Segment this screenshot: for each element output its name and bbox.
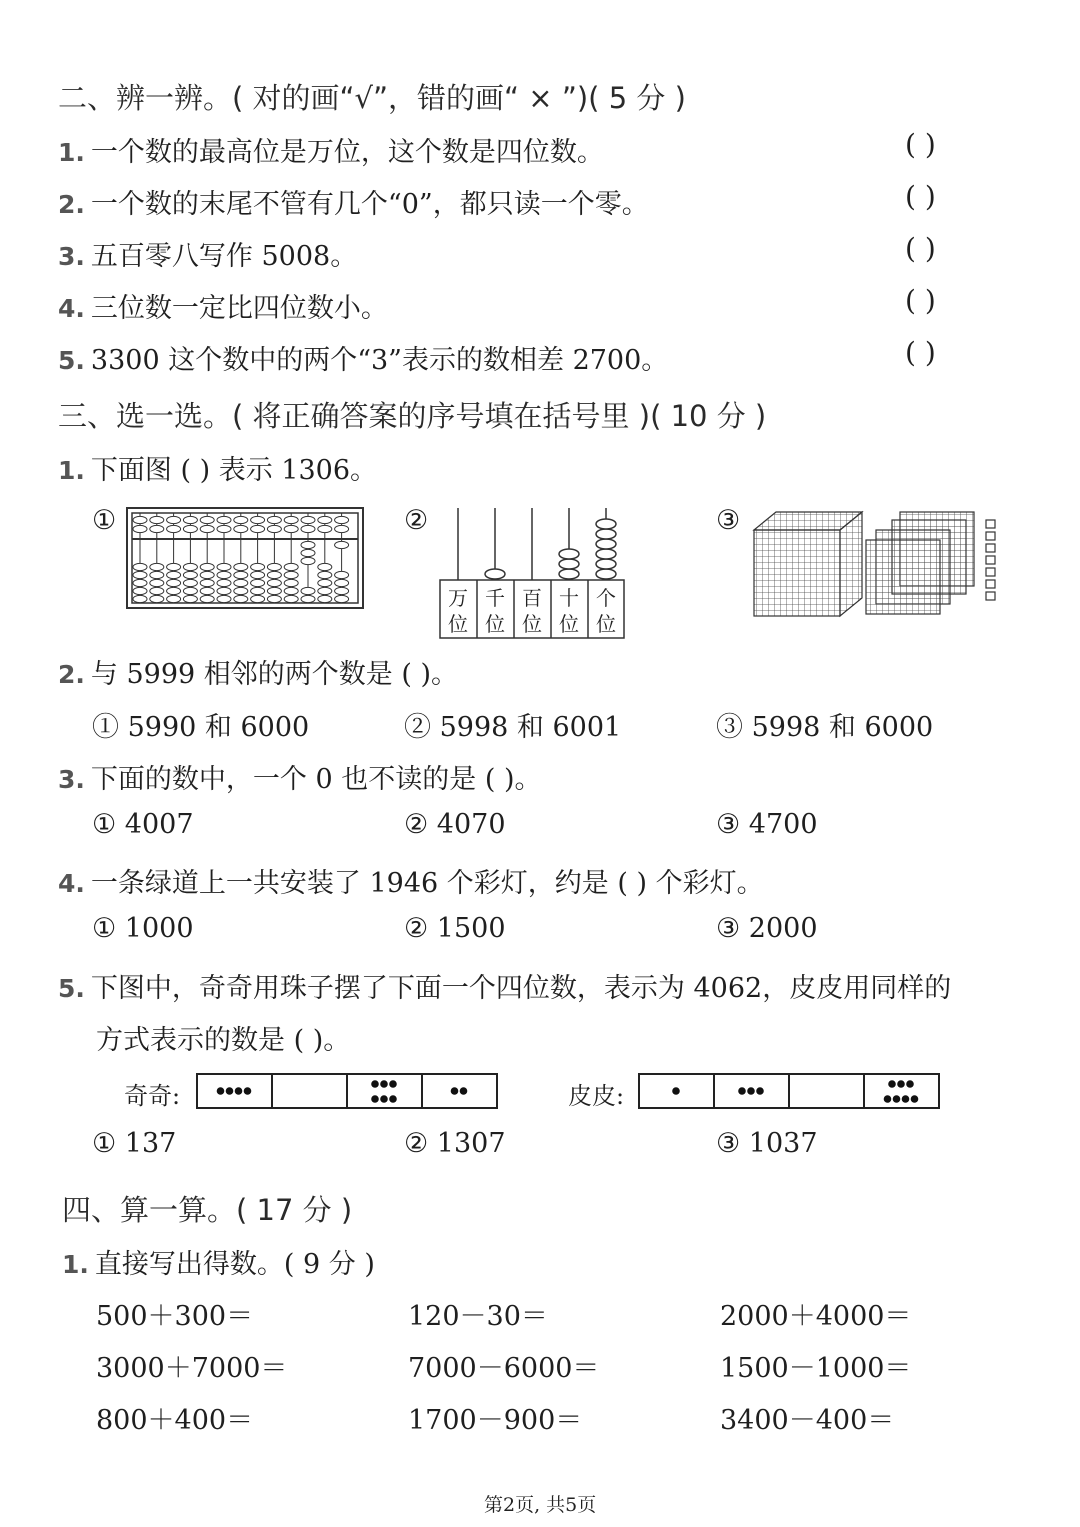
abacus-bead xyxy=(167,579,181,586)
bead-dot xyxy=(380,1080,388,1088)
abacus-bead xyxy=(217,525,231,532)
bead-dot xyxy=(911,1095,919,1103)
abacus-bead xyxy=(200,563,214,570)
abacus-bead xyxy=(234,571,248,578)
option-1: ① 137 xyxy=(92,1128,177,1159)
bead-dot xyxy=(380,1095,388,1103)
abacus-bead xyxy=(150,563,164,570)
counting-frame-figure xyxy=(438,506,628,642)
bead-dot xyxy=(738,1087,746,1095)
judge-item-2 xyxy=(58,182,649,221)
abacus-bead xyxy=(335,579,349,586)
question-number: 5. xyxy=(58,974,85,1003)
question-number: 4. xyxy=(58,294,85,323)
equation: 3400－400＝ xyxy=(720,1405,895,1436)
abacus-bead xyxy=(217,563,231,570)
question-text: 下面图 ( ) 表示 1306。 xyxy=(90,455,378,486)
abacus-bead xyxy=(200,516,214,523)
option-1: ① 1000 xyxy=(92,913,194,944)
question-text: 下面的数中，一个 0 也不读的是 ( )。 xyxy=(90,764,542,795)
abacus-bead xyxy=(167,525,181,532)
place-label-qian: 千 xyxy=(485,586,505,610)
abacus-bead xyxy=(301,595,315,602)
abacus-bead xyxy=(251,525,265,532)
bead-dot xyxy=(371,1080,379,1088)
place-label-ge: 个 xyxy=(596,586,616,610)
equation: 500＋300＝ xyxy=(96,1301,254,1332)
place-label-bai: 百 xyxy=(522,586,542,610)
abacus-bead xyxy=(200,587,214,594)
abacus-bead xyxy=(234,579,248,586)
abacus-figure xyxy=(126,507,366,611)
figure-mark-3: ③ xyxy=(716,505,741,536)
abacus-bead xyxy=(183,579,197,586)
abacus-bead xyxy=(133,563,147,570)
abacus-bead xyxy=(133,571,147,578)
abacus-bead xyxy=(318,595,332,602)
option-2: ② 4070 xyxy=(404,809,506,840)
abacus-bead xyxy=(284,587,298,594)
bead-dot xyxy=(217,1087,225,1095)
question-text: 直接写出得数。( 9 分 ) xyxy=(94,1249,375,1280)
abacus-bead xyxy=(284,525,298,532)
abacus-bead xyxy=(267,525,281,532)
bead xyxy=(596,559,616,569)
abacus-bead xyxy=(267,563,281,570)
figure-mark-2: ② xyxy=(404,505,429,536)
bead-dot xyxy=(451,1087,459,1095)
abacus-bead xyxy=(234,595,248,602)
bead-dot xyxy=(235,1087,243,1095)
bead-dot xyxy=(756,1087,764,1095)
question-number: 1. xyxy=(58,138,85,167)
abacus-bead xyxy=(167,516,181,523)
abacus-bead xyxy=(301,587,315,594)
abacus-bead xyxy=(335,516,349,523)
bead xyxy=(596,569,616,579)
bead-dot xyxy=(460,1087,468,1095)
abacus-bead xyxy=(267,579,281,586)
option-3: ③ 1037 xyxy=(716,1128,818,1159)
question-text: 一个数的最高位是万位，这个数是四位数。 xyxy=(90,137,604,168)
judge-item-5 xyxy=(58,338,668,377)
bead-dot xyxy=(226,1087,234,1095)
question-text: 下图中，奇奇用珠子摆了下面一个四位数，表示为 4062，皮皮用同样的 xyxy=(90,973,952,1004)
bead xyxy=(559,559,579,569)
abacus-bead xyxy=(217,595,231,602)
question-text: 一条绿道上一共安装了 1946 个彩灯，约是 ( ) 个彩灯。 xyxy=(90,868,764,899)
bead-dot xyxy=(897,1080,905,1088)
equation: 120－30＝ xyxy=(408,1301,548,1332)
figure-mark-1: ① xyxy=(92,505,117,536)
bead-dot xyxy=(888,1080,896,1088)
section2-heading: 二、辨一辨。( 对的画“√”，错的画“ × ”)( 5 分 ) xyxy=(58,81,686,115)
question-text: 一个数的末尾不管有几个“0”，都只读一个零。 xyxy=(90,189,649,220)
question-number: 1. xyxy=(58,456,85,485)
option-1: ① 4007 xyxy=(92,809,194,840)
abacus-bead xyxy=(183,595,197,602)
abacus-bead xyxy=(318,571,332,578)
unit-cube xyxy=(986,556,995,564)
abacus-bead xyxy=(133,579,147,586)
bead-dot xyxy=(902,1095,910,1103)
bead xyxy=(596,519,616,529)
equation: 1500－1000＝ xyxy=(720,1353,912,1384)
abacus-bead xyxy=(267,587,281,594)
abacus-bead xyxy=(234,587,248,594)
abacus-bead xyxy=(251,587,265,594)
place-label-wei: 位 xyxy=(485,612,505,636)
abacus-bead xyxy=(251,563,265,570)
option-3: ③ 2000 xyxy=(716,913,818,944)
base-ten-blocks-figure xyxy=(750,508,1000,618)
option-3: ③ 5998 和 6000 xyxy=(716,712,934,743)
thousand-cube xyxy=(754,512,862,616)
judge-item-3 xyxy=(58,234,357,273)
qiqi-label: 奇奇: xyxy=(124,1082,181,1110)
abacus-bead xyxy=(217,587,231,594)
question-number: 3. xyxy=(58,765,85,794)
place-label-shi: 十 xyxy=(559,586,579,610)
bead xyxy=(559,549,579,559)
section4-heading: 四、算一算。( 17 分 ) xyxy=(62,1193,353,1227)
place-label-wei: 位 xyxy=(596,612,616,636)
equation: 800＋400＝ xyxy=(96,1405,254,1436)
abacus-bead xyxy=(284,595,298,602)
abacus-bead xyxy=(183,563,197,570)
bead xyxy=(559,569,579,579)
unit-cube xyxy=(986,580,995,588)
abacus-bead xyxy=(251,579,265,586)
abacus-bead xyxy=(217,579,231,586)
abacus-bead xyxy=(167,563,181,570)
equation: 1700－900＝ xyxy=(408,1405,583,1436)
equation: 3000＋7000＝ xyxy=(96,1353,288,1384)
abacus-bead xyxy=(234,525,248,532)
abacus-bead xyxy=(150,579,164,586)
abacus-bead xyxy=(183,525,197,532)
bead-dot xyxy=(389,1095,397,1103)
question-number: 2. xyxy=(58,190,85,219)
place-label-wei: 位 xyxy=(522,612,542,636)
abacus-bead xyxy=(318,587,332,594)
choice-q1 xyxy=(58,448,377,487)
qiqi-bead-row xyxy=(196,1073,500,1111)
option-2: ② 5998 和 6001 xyxy=(404,712,622,743)
abacus-bead xyxy=(150,587,164,594)
option-1: ① 5990 和 6000 xyxy=(92,712,310,743)
abacus-bead xyxy=(301,516,315,523)
option-3: ③ 4700 xyxy=(716,809,818,840)
bead xyxy=(485,569,505,579)
option-2: ② 1500 xyxy=(404,913,506,944)
abacus-bead xyxy=(133,595,147,602)
abacus-bead xyxy=(267,571,281,578)
abacus-bead xyxy=(200,595,214,602)
section3-heading: 三、选一选。( 将正确答案的序号填在括号里 )( 10 分 ) xyxy=(58,399,767,433)
abacus-bead xyxy=(167,571,181,578)
choice-q2 xyxy=(58,652,458,691)
abacus-bead xyxy=(301,525,315,532)
bead-dot xyxy=(747,1087,755,1095)
judge-item-4 xyxy=(58,286,388,325)
abacus-bead xyxy=(284,563,298,570)
pipi-bead-row xyxy=(638,1073,942,1111)
bead-dot xyxy=(389,1080,397,1088)
abacus-bead xyxy=(133,516,147,523)
abacus-bead xyxy=(183,516,197,523)
abacus-bead xyxy=(167,587,181,594)
calc-q1 xyxy=(62,1242,375,1281)
abacus-bead xyxy=(234,516,248,523)
bead xyxy=(596,539,616,549)
abacus-bead xyxy=(267,516,281,523)
abacus-bead xyxy=(133,525,147,532)
page-footer: 第2页, 共5页 xyxy=(484,1494,597,1516)
equation: 7000－6000＝ xyxy=(408,1353,600,1384)
abacus-bead xyxy=(301,557,315,564)
unit-cube xyxy=(986,532,995,540)
question-text: 与 5999 相邻的两个数是 ( )。 xyxy=(90,659,459,690)
abacus-bead xyxy=(301,541,315,548)
choice-q3 xyxy=(58,757,541,796)
abacus-bead xyxy=(335,595,349,602)
abacus-bead xyxy=(335,587,349,594)
abacus-bead xyxy=(150,516,164,523)
bead-dot xyxy=(371,1095,379,1103)
choice-q4 xyxy=(58,861,764,900)
abacus-bead xyxy=(335,525,349,532)
answer-blank[interactable]: ( ) xyxy=(905,336,936,369)
answer-blank[interactable]: ( ) xyxy=(905,180,936,213)
abacus-bead xyxy=(150,595,164,602)
abacus-bead xyxy=(251,595,265,602)
question-number: 3. xyxy=(58,242,85,271)
abacus-bead xyxy=(284,516,298,523)
bead xyxy=(596,529,616,539)
abacus-bead xyxy=(251,516,265,523)
place-label-wan: 万 xyxy=(448,586,468,610)
question-number: 5. xyxy=(58,346,85,375)
question-text: 3300 这个数中的两个“3”表示的数相差 2700。 xyxy=(90,345,669,376)
option-2: ② 1307 xyxy=(404,1128,506,1159)
equation: 2000＋4000＝ xyxy=(720,1301,912,1332)
bead xyxy=(596,549,616,559)
abacus-bead xyxy=(335,571,349,578)
question-text: 三位数一定比四位数小。 xyxy=(90,293,388,324)
abacus-bead xyxy=(200,579,214,586)
abacus-bead xyxy=(251,571,265,578)
judge-item-1 xyxy=(58,130,604,169)
abacus-bead xyxy=(318,579,332,586)
abacus-bead xyxy=(150,571,164,578)
hundred-flat xyxy=(866,540,940,614)
unit-cube xyxy=(986,544,995,552)
answer-blank[interactable]: ( ) xyxy=(905,128,936,161)
question-number: 4. xyxy=(58,869,85,898)
abacus-bead xyxy=(167,595,181,602)
abacus-bead xyxy=(234,563,248,570)
bead-dot xyxy=(672,1087,680,1095)
abacus-bead xyxy=(284,571,298,578)
abacus-bead xyxy=(318,516,332,523)
bead-dot xyxy=(893,1095,901,1103)
unit-cube xyxy=(986,568,995,576)
abacus-bead xyxy=(133,587,147,594)
bead-dot xyxy=(884,1095,892,1103)
abacus-bead xyxy=(183,587,197,594)
place-label-wei: 位 xyxy=(448,612,468,636)
choice-q5 xyxy=(58,966,951,1005)
question-text: 五百零八写作 5008。 xyxy=(90,241,358,272)
bead-dot xyxy=(906,1080,914,1088)
question-text-continued: 方式表示的数是 ( )。 xyxy=(96,1025,351,1056)
abacus-bead xyxy=(267,595,281,602)
abacus-bead xyxy=(150,525,164,532)
abacus-bead xyxy=(217,516,231,523)
abacus-bead xyxy=(200,571,214,578)
question-number: 1. xyxy=(62,1250,89,1279)
answer-blank[interactable]: ( ) xyxy=(905,232,936,265)
abacus-bead xyxy=(200,525,214,532)
abacus-bead xyxy=(284,579,298,586)
pipi-label: 皮皮: xyxy=(568,1082,625,1110)
abacus-bead xyxy=(183,571,197,578)
abacus-bead xyxy=(217,571,231,578)
answer-blank[interactable]: ( ) xyxy=(905,284,936,317)
bead-dot xyxy=(244,1087,252,1095)
place-label-wei: 位 xyxy=(559,612,579,636)
unit-cube xyxy=(986,520,995,528)
abacus-bead xyxy=(318,525,332,532)
abacus-bead xyxy=(301,549,315,556)
unit-cube xyxy=(986,592,995,600)
abacus-bead xyxy=(335,541,349,548)
abacus-bead xyxy=(318,563,332,570)
question-number: 2. xyxy=(58,660,85,689)
